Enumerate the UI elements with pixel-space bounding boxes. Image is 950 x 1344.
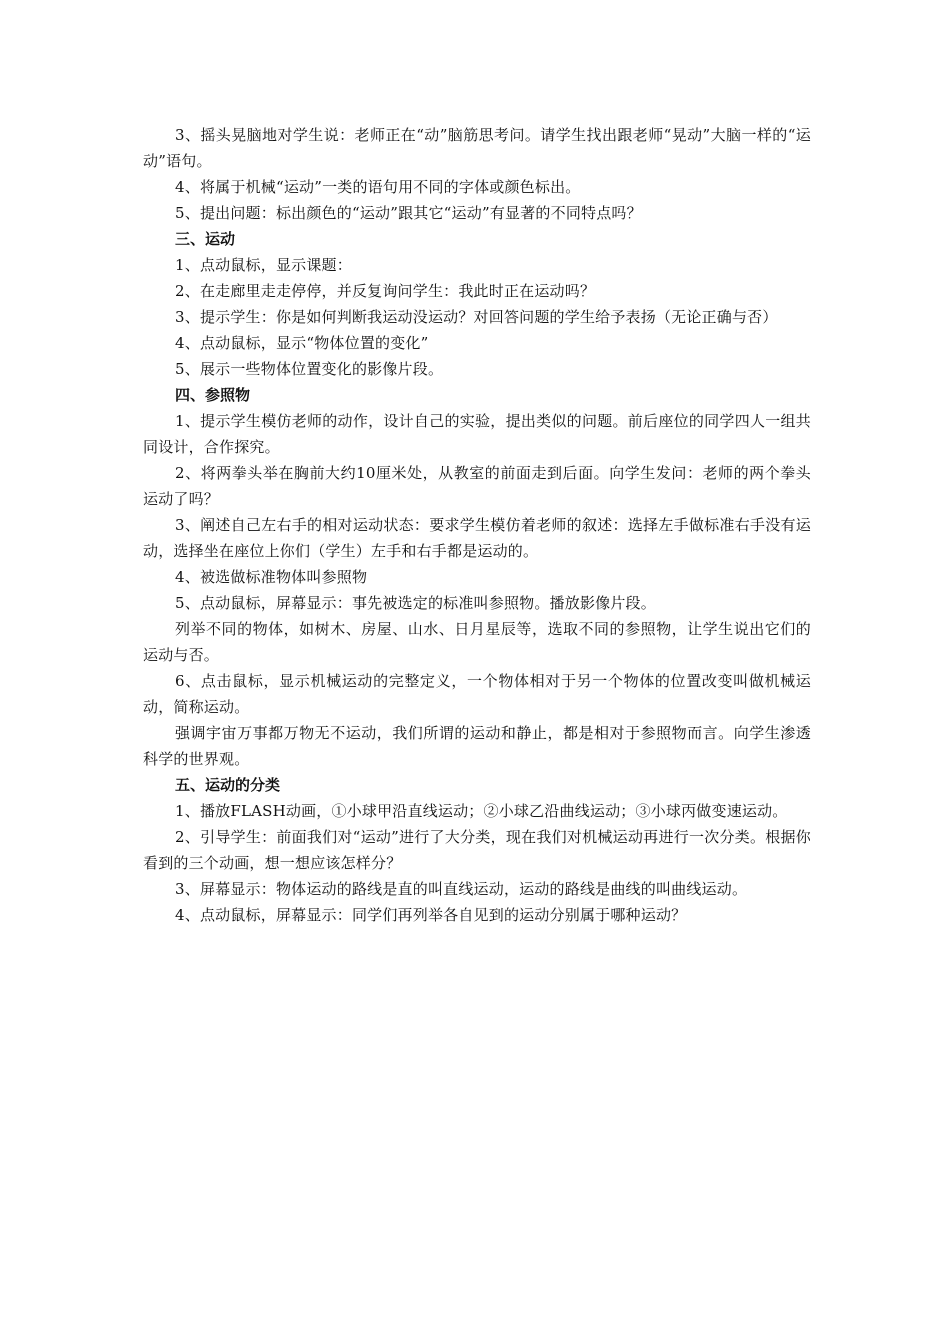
paragraph: 2、引导学生：前面我们对“运动”进行了大分类，现在我们对机械运动再进行一次分类。根据你看到的三个动画，想一想应该怎样分？ — [143, 828, 811, 872]
paragraph: 1、播放FLASH动画，①小球甲沿直线运动；②小球乙沿曲线运动；③小球丙做变速运动。 — [175, 802, 788, 820]
paragraph: 5、展示一些物体位置变化的影像片段。 — [175, 360, 444, 378]
paragraph: 5、提出问题：标出颜色的“运动”跟其它“运动”有显著的不同特点吗？ — [175, 204, 642, 222]
section-heading: 五、运动的分类 — [175, 776, 281, 794]
section-heading: 三、运动 — [175, 230, 236, 248]
paragraph: 列举不同的物体，如树木、房屋、山水、日月星辰等，选取不同的参照物，让学生说出它们的运动与否。 — [143, 620, 811, 664]
paragraph: 3、摇头晃脑地对学生说：老师正在“动”脑筋思考问。请学生找出跟老师“晃动”大脑一样的“运动”语句。 — [143, 126, 811, 170]
paragraph: 2、在走廊里走走停停，并反复询问学生：我此时正在运动吗？ — [175, 282, 596, 300]
paragraph: 4、将属于机械“运动”一类的语句用不同的字体或颜色标出。 — [175, 178, 581, 196]
paragraph: 3、提示学生：你是如何判断我运动没运动？对回答问题的学生给予表扬（无论正确与否） — [175, 308, 778, 326]
paragraph: 2、将两拳头举在胸前大约10厘米处，从教室的前面走到后面。向学生发问：老师的两个拳头运动了吗？ — [143, 464, 811, 508]
paragraph: 1、点动鼠标，显示课题： — [175, 256, 352, 274]
paragraph: 6、点击鼠标，显示机械运动的完整定义，一个物体相对于另一个物体的位置改变叫做机械运动，简称运动。 — [143, 672, 811, 716]
paragraph: 3、阐述自己左右手的相对运动状态：要求学生模仿着老师的叙述：选择左手做标准右手没有运动，选择坐在座位上你们（学生）左手和右手都是运动的。 — [143, 516, 811, 560]
paragraph: 5、点动鼠标，屏幕显示：事先被选定的标准叫参照物。播放影像片段。 — [175, 594, 656, 612]
paragraph: 4、点动鼠标，显示“物体位置的变化” — [175, 334, 429, 352]
section-heading: 四、参照物 — [175, 386, 251, 404]
paragraph: 4、被选做标准物体叫参照物 — [175, 568, 368, 586]
paragraph: 1、提示学生模仿老师的动作，设计自己的实验，提出类似的问题。前后座位的同学四人一组共同设计，合作探究。 — [143, 412, 811, 456]
paragraph: 强调宇宙万事都万物无不运动，我们所谓的运动和静止，都是相对于参照物而言。向学生渗透科学的世界观。 — [143, 724, 811, 768]
document-body — [143, 122, 811, 928]
paragraph: 4、点动鼠标，屏幕显示：同学们再列举各自见到的运动分别属于哪种运动？ — [175, 906, 687, 924]
paragraph: 3、屏幕显示：物体运动的路线是直的叫直线运动，运动的路线是曲线的叫曲线运动。 — [175, 880, 748, 898]
